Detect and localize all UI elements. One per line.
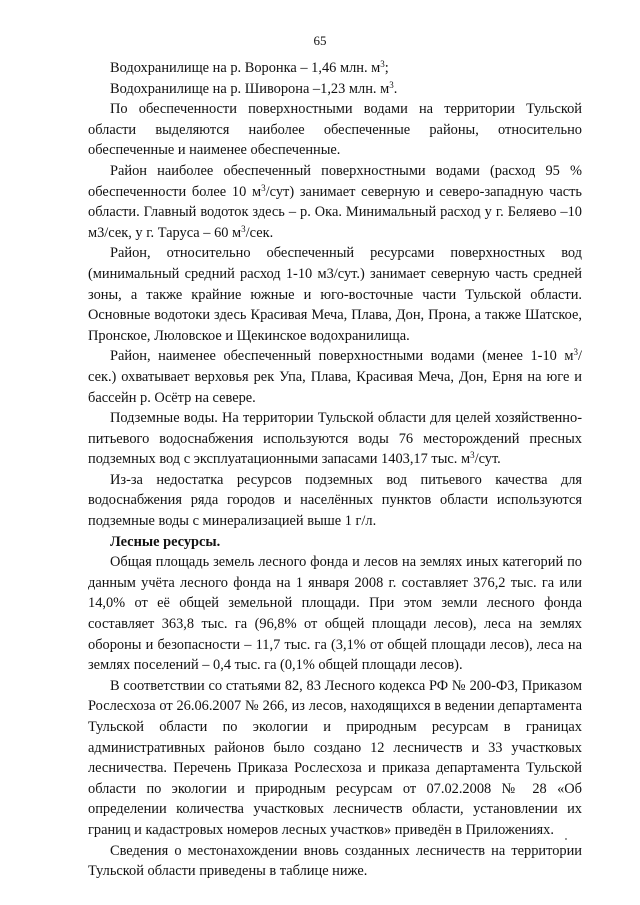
page-number: 65: [313, 33, 327, 48]
paragraph-water-supply: По обеспеченности поверхностными водами на территории Тульской области выделяются наиболее обеспеченные районы, относительно обеспеченные и наименее обеспеченные.: [88, 101, 582, 159]
superscript: 3: [261, 182, 266, 193]
paragraph-table-note: Сведения о местонахождении вновь созданных лесничеств на территории Тульской области приведены в таблице ниже.: [88, 842, 582, 880]
text-span: /сек.) охватывает верховья рек Упа, Плава, Красивая Меча, Дон, Ерня на юге и бассейн р. Осётр на севере.: [88, 348, 582, 406]
superscript: 3: [241, 223, 246, 234]
reservoir-shivorona-text: Водохранилище на р. Шиворона –1,23 млн. м: [110, 80, 390, 97]
superscript: 3: [380, 59, 385, 69]
text-span: Район, наименее обеспеченный поверхностными водами (менее 1-10 м: [110, 348, 574, 365]
reservoir-voronka-line: [88, 58, 582, 79]
paragraph-forestries: В соответствии со статьями 82, 83 Лесного кодекса РФ № 200-ФЗ, Приказом Рослесхоза от 26.06.2007 № 266, из лесов, находящихся в ведении департамента Тульской области по экологии и природным ресурсам в границах административных районов было создано 12 лесничеств и 33 участковых лесничества. Перечень Приказа Рослесхоза и приказа департамента Тульской области по экологии и природным ресурсам от 07.02.2008 № 28 «Об определении количества участковых лесничеств области, установлении их границ и кадастровых номеров лесных участков» приведён в Приложениях.: [88, 677, 582, 838]
paragraph-relatively-supplied: Район, относительно обеспеченный ресурсами поверхностных вод (минимальный средний расход 1-10 м3/сут.) занимает северную часть средней зоны, а также крайние южные и юго-восточные части Тульской области. Основные водотоки здесь Красивая Меча, Плава, Дон, Прона, а также Шатское, Пронское, Люловское и Щекинское водохранилища.: [88, 245, 582, 344]
paragraph-most-supplied: [88, 161, 582, 243]
document-body: [88, 58, 582, 882]
paragraph-forest-area: Общая площадь земель лесного фонда и лесов на землях иных категорий по данным учёта лесного фонда на 1 января 2008 г. составляет 376,2 тыс. га или 14,0% от её общей земельной площади. При этом земли лесного фонда составляет 363,8 тыс. га (96,8% от общей площади лесов), леса на землях обороны и безопасности – 11,7 тыс. га (3,1% от общей площади лесов), леса на землях поселений – 0,4 тыс. га (0,1% общей площади лесов).: [88, 554, 582, 674]
scan-speck: [565, 838, 567, 840]
paragraph-groundwater: [88, 408, 582, 470]
text-span: /сут) занимает северную и северо-западную часть области. Главный водоток здесь – р. Ока. Минимальный расход у г. Беляево –10 м3/сек, у г. Таруса – 60 м: [88, 183, 582, 241]
superscript: 3: [389, 79, 394, 90]
superscript: 3: [470, 450, 475, 461]
section-heading-forest: Лесные ресурсы.: [110, 533, 221, 550]
text-span: Подземные воды. На территории Тульской области для целей хозяйственно-питьевого водоснабжения используются воды 76 месторождений пресных подземных вод с эксплуатационными запасами 1403,17 тыс. м: [88, 410, 582, 468]
punctuation: .: [393, 80, 398, 97]
text-span: /сут.: [474, 451, 501, 468]
reservoir-shivorona-line: [88, 79, 582, 100]
paragraph-least-supplied: [88, 346, 582, 408]
text-span: /сек.: [245, 224, 274, 241]
paragraph-groundwater-shortage: Из-за недостатка ресурсов подземных вод питьевого качества для водоснабжения ряда городов и населённых пунктов области используются подземные воды с минерализацией выше 1 г/л.: [88, 471, 582, 530]
punctuation: ;: [384, 60, 389, 76]
reservoir-voronka-text: Водохранилище на р. Воронка – 1,46 млн. м: [110, 60, 381, 76]
text-span: Район наиболее обеспеченный поверхностными водами (расход 95 % обеспеченности более 10 м: [88, 162, 582, 200]
superscript: 3: [573, 347, 578, 358]
